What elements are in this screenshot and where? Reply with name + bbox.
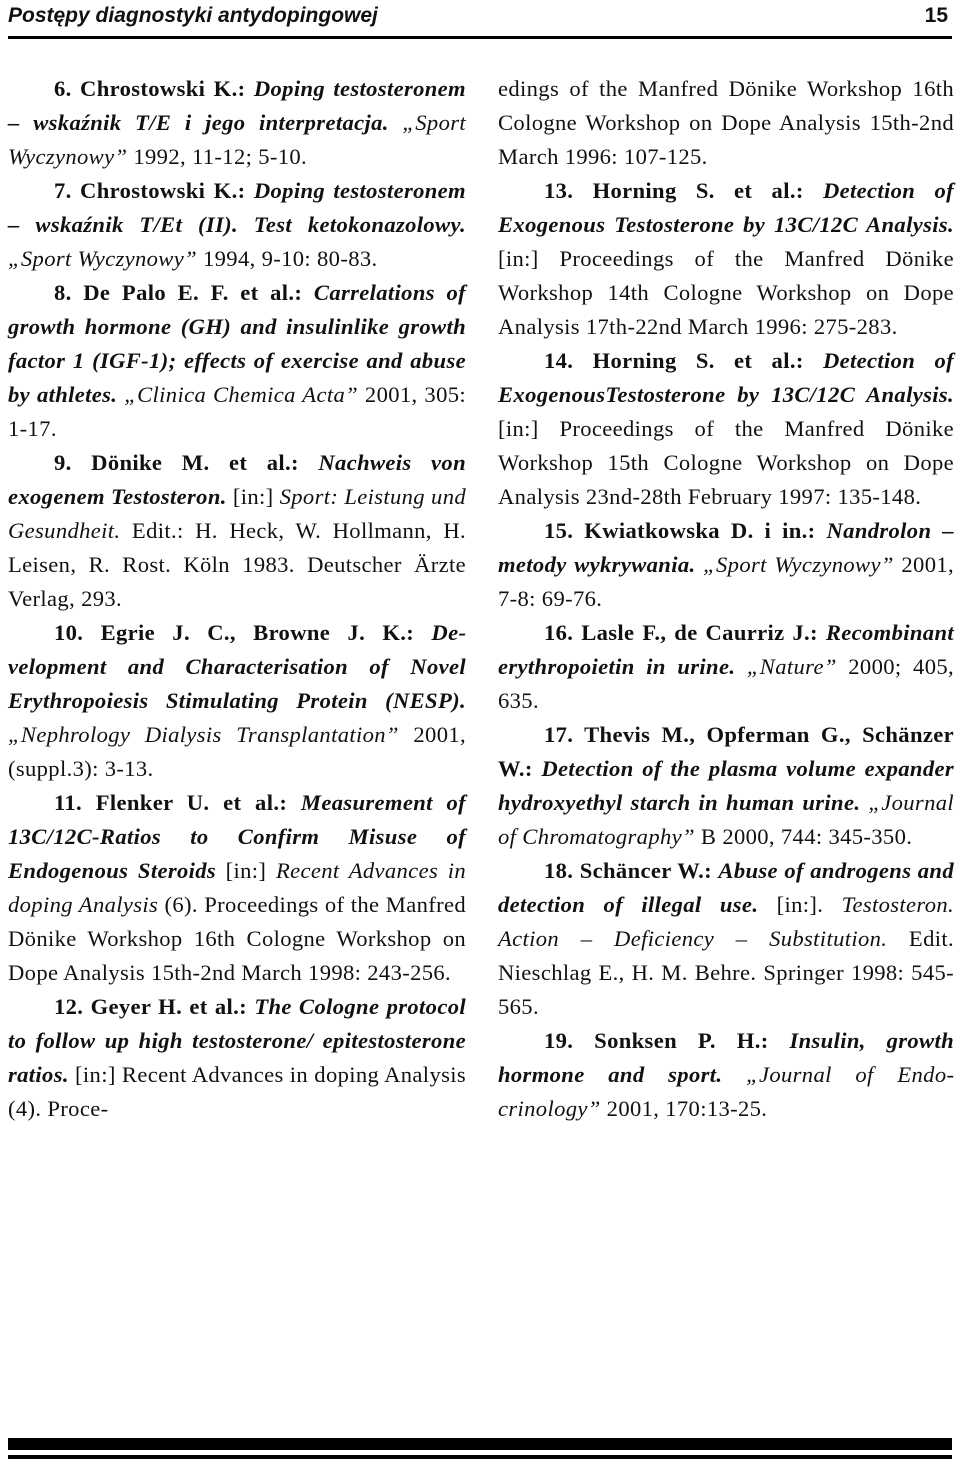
page-number: 15 xyxy=(924,4,948,27)
reference-source: Sport: Leistung und Gesundheit. xyxy=(8,484,466,543)
reference-title: Recombinant erythropoietin in urine. xyxy=(498,620,954,679)
running-title: Postępy diagnostyki antydopingowej xyxy=(8,4,378,27)
reference-title: Doping testosteronem – wskaźnik T/Et (II). Test ketokonazolowy. xyxy=(8,178,466,237)
reference-source: Testosteron. Action – Deficiency – Substitution. xyxy=(498,892,955,951)
reference-source: „Sport Wyczynowy” xyxy=(695,552,894,577)
reference-entry xyxy=(498,616,954,718)
reference-title: Nandrolon – metody wykrywania. xyxy=(498,518,954,577)
left-column xyxy=(8,72,466,1126)
reference-title: Insulin, growth hormone and sport. xyxy=(498,1028,954,1087)
reference-number: 9. xyxy=(54,450,92,475)
reference-text: [in:]. xyxy=(758,892,842,917)
reference-source: „Nature” xyxy=(735,654,837,679)
reference-text: edings of the Manfred Dönike Workshop 16th Cologne Workshop on Dope Analysis 15th-2nd March 1996: 107-125. xyxy=(498,76,954,169)
reference-text: 2001, 305: 1-17. xyxy=(8,382,466,441)
reference-text: 2001, (suppl.3): 3-13. xyxy=(8,722,466,781)
reference-entry xyxy=(498,854,954,1024)
reference-number: 11. xyxy=(54,790,96,815)
reference-number: 7. xyxy=(54,178,81,203)
reference-authors: Geyer H. et al.: xyxy=(90,994,255,1019)
reference-text: 1994, 9-10: 80-83. xyxy=(197,246,378,271)
reference-number: 8. xyxy=(54,280,84,305)
reference-authors: Chrostowski K.: xyxy=(80,76,254,101)
reference-entry xyxy=(498,72,954,174)
reference-source: „Sport Wyczynowy” xyxy=(8,110,466,169)
reference-authors: Sonksen P. H.: xyxy=(594,1028,790,1053)
reference-source: Recent Advances in doping Analysis xyxy=(8,858,466,917)
reference-source: „Nephrology Dialysis Transplantation” xyxy=(8,722,399,747)
reference-number: 17. xyxy=(544,722,585,747)
reference-authors: Schäncer W.: xyxy=(579,858,719,883)
reference-number: 18. xyxy=(544,858,580,883)
reference-authors: Chrostowski K.: xyxy=(80,178,254,203)
reference-title: Detection of Exogenous Testosterone by 13C/12C Analysis. xyxy=(498,178,954,237)
reference-title: Nachweis von exogenem Testosteron. xyxy=(8,450,466,509)
reference-entry xyxy=(8,786,466,990)
reference-entry xyxy=(498,174,954,344)
reference-entry xyxy=(498,514,954,616)
reference-number: 10. xyxy=(54,620,101,645)
right-column xyxy=(498,72,954,1126)
reference-entry xyxy=(8,616,466,786)
reference-authors: Lasle F., de Caurriz J.: xyxy=(581,620,826,645)
reference-entry xyxy=(498,1024,954,1126)
reference-entry xyxy=(8,174,466,276)
reference-entry xyxy=(8,72,466,174)
reference-text: B 2000, 744: 345-350. xyxy=(694,824,913,849)
reference-number: 19. xyxy=(544,1028,595,1053)
reference-text: 1992, 11-12; 5-10. xyxy=(127,144,308,169)
reference-entry xyxy=(8,446,466,616)
reference-text: [in:] Recent Advances in doping Analysis (4). Proce- xyxy=(8,1062,466,1121)
reference-text: [in:] xyxy=(226,484,280,509)
reference-title: Abuse of androgens and detection of illegal use. xyxy=(498,858,954,917)
reference-authors: Egrie J. C., Browne J. K.: xyxy=(100,620,432,645)
reference-text: 2000; 405, 635. xyxy=(498,654,954,713)
reference-source: „Journal of Endocrinology” xyxy=(498,1062,954,1121)
reference-entry xyxy=(8,990,466,1126)
reference-source: „Journal of Chromatography” xyxy=(498,790,954,849)
reference-title: The Cologne protocol to follow up high testosterone/ epitestosterone ratios. xyxy=(8,994,466,1087)
reference-text: 2001, 170:13-25. xyxy=(600,1096,768,1121)
reference-text: [in:] xyxy=(216,858,276,883)
reference-number: 12. xyxy=(54,994,91,1019)
reference-authors: Horning S. et al.: xyxy=(592,178,823,203)
reference-text: [in:] Proceedings of the Manfred Dönike Workshop 14th Cologne Workshop on Dope Analysis 17th-22nd March 1996: 275-283. xyxy=(498,246,954,339)
reference-number: 16. xyxy=(544,620,582,645)
footer-rule xyxy=(8,1438,952,1450)
reference-source: „Clinica Chemica Acta” xyxy=(117,382,359,407)
reference-number: 14. xyxy=(544,348,593,373)
reference-title: Carrelations of growth hormone (GH) and insulinlike growth factor 1 (IGF-1); effects of exercise and abuse by athletes. xyxy=(8,280,467,407)
reference-authors: Horning S. et al.: xyxy=(592,348,823,373)
reference-number: 13. xyxy=(544,178,593,203)
reference-title: Detection of ExogenousTestosterone by 13C/12C Analysis. xyxy=(498,348,954,407)
reference-authors: Thevis M., Opferman G., Schänzer W.: xyxy=(498,722,954,781)
reference-source: „Sport Wyczynowy” xyxy=(8,246,198,271)
reference-entry xyxy=(8,276,466,446)
reference-text: 2001, 7-8: 69-76. xyxy=(498,552,954,611)
reference-authors: Dönike M. et al.: xyxy=(91,450,319,475)
reference-title: Doping testosteronem – wskaźnik T/E i jego interpretacja. xyxy=(8,76,466,135)
footer-rule-thin xyxy=(8,1455,952,1459)
reference-title: Development and Characterisation of Novel Erythropoiesis Stimulating Protein (NESP). xyxy=(8,620,466,713)
reference-number: 15. xyxy=(544,518,585,543)
reference-text: Edit.: H. Heck, W. Hollmann, H. Leisen, R. Rost. Köln 1983. Deutscher Ärzte Verlag, 293. xyxy=(8,518,466,611)
reference-authors: De Palo E. F. et al.: xyxy=(83,280,314,305)
reference-authors: Flenker U. et al.: xyxy=(95,790,301,815)
reference-title: Detection of the plasma volume expander hydroxyethyl starch in human urine. xyxy=(498,756,954,815)
reference-entry xyxy=(498,718,954,854)
reference-text: [in:] Proceedings of the Manfred Dönike Workshop 15th Cologne Workshop on Dope Analysis 23nd-28th February 1997: 135-148. xyxy=(498,416,954,509)
reference-title: Measurement of 13C/12C-Ratios to Confirm Misuse of Endogenous Steroids xyxy=(8,790,466,883)
reference-entry xyxy=(498,344,954,514)
reference-text: (6). Proceedings of the Manfred Dönike Workshop 16th Cologne Workshop on Dope Analysis 15th-2nd March 1998: 243-256. xyxy=(8,892,466,985)
reference-authors: Kwiatkowska D. i in.: xyxy=(584,518,827,543)
page-header xyxy=(8,0,952,39)
reference-number: 6. xyxy=(54,76,81,101)
reference-text: Edit. Nieschlag E., H. M. Behre. Springer 1998: 545-565. xyxy=(498,926,954,1019)
